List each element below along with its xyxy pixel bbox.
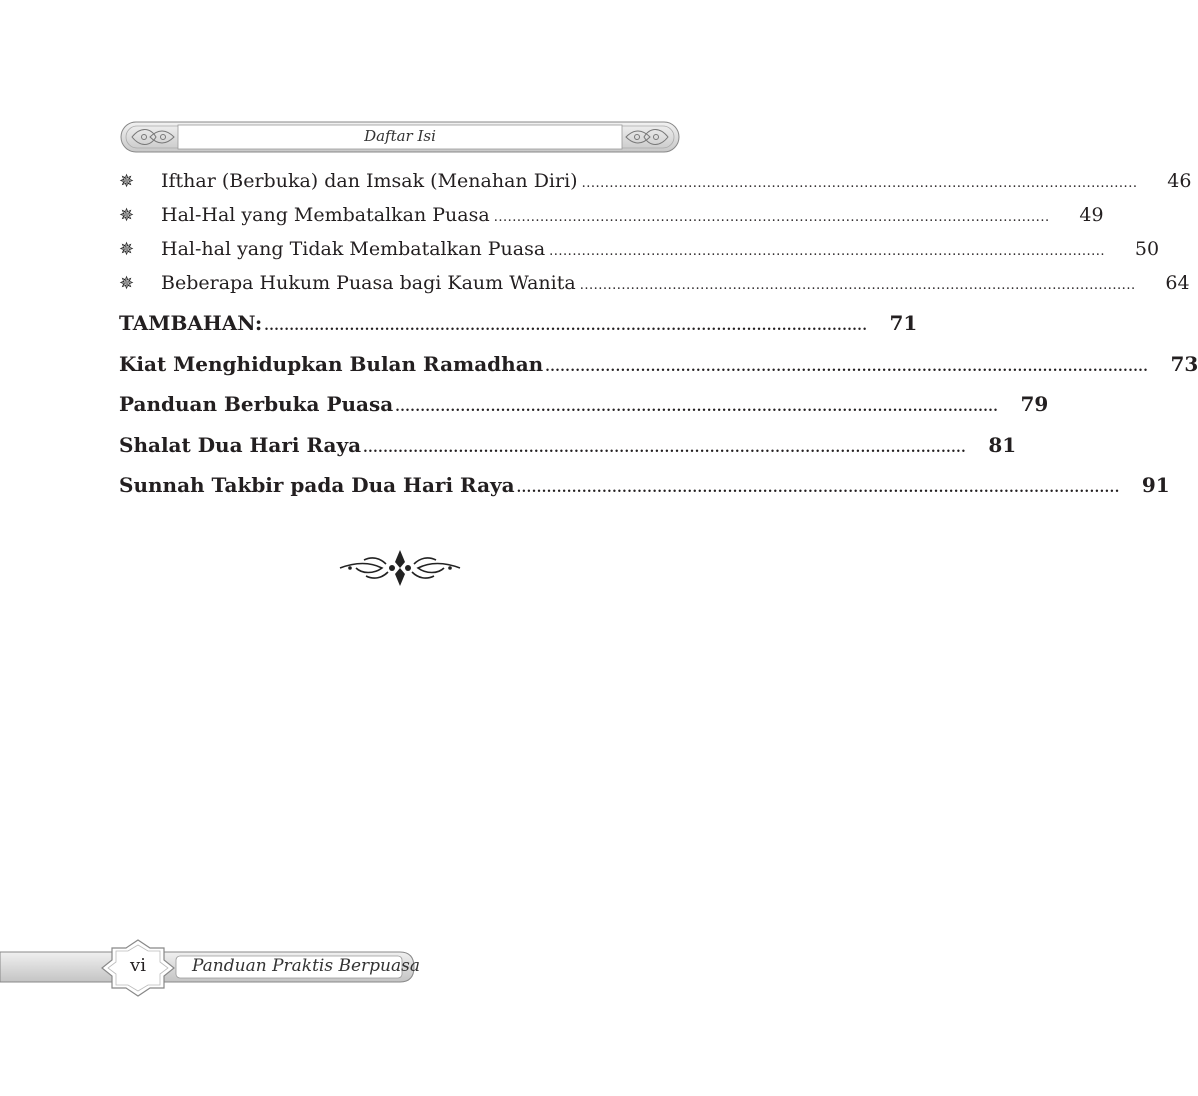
toc-entry-title: Sunnah Takbir pada Dua Hari Raya: [119, 473, 515, 497]
running-header: [120, 121, 680, 153]
toc-page-number: 91: [1141, 473, 1170, 497]
toc-sub-entry[interactable]: [119, 204, 1104, 238]
toc-entry-title: Kiat Menghidupkan Bulan Ramadhan: [119, 351, 544, 376]
page-number: vi: [130, 955, 146, 976]
toc-sub-entry[interactable]: [119, 170, 1192, 204]
running-footer: [0, 938, 420, 998]
toc-main-entry[interactable]: [119, 392, 1049, 433]
toc-sub-entry[interactable]: [119, 238, 1160, 272]
leader-dots: ........................................................................................................................: [516, 481, 1120, 496]
toc-entry-title: Ifthar (Berbuka) dan Imsak (Menahan Diri): [161, 170, 578, 192]
leader-dots: ........................................................................................................................: [581, 176, 1138, 191]
toc-subsection-list: [119, 170, 1192, 306]
toc-entry-title: Panduan Berbuka Puasa: [119, 392, 394, 416]
leader-dots: ........................................................................................................................: [549, 244, 1106, 259]
toc-entry-title: Hal-Hal yang Membatalkan Puasa: [161, 204, 490, 226]
toc-page-number: 64: [1165, 272, 1190, 294]
toc-main-list: [119, 311, 1198, 514]
toc-page-number: 46: [1167, 170, 1192, 192]
toc-entry-title: Beberapa Hukum Puasa bagi Kaum Wanita: [161, 272, 576, 294]
toc-main-entry[interactable]: [119, 432, 1017, 474]
leader-dots: ........................................................................................................................: [395, 400, 999, 415]
toc-page-number: 71: [889, 311, 918, 335]
toc-main-entry[interactable]: [119, 473, 1170, 514]
toc-entry-title: Shalat Dua Hari Raya: [119, 432, 362, 457]
ornament-divider-icon: [336, 548, 464, 592]
toc-sub-entry[interactable]: [119, 272, 1190, 306]
toc-page-number: 73: [1170, 351, 1198, 376]
toc-main-entry[interactable]: [119, 311, 918, 352]
header-title: Daftar Isi: [364, 127, 436, 145]
leader-dots: ........................................................................................................................: [493, 210, 1050, 225]
leader-dots: ........................................................................................................................: [264, 319, 868, 334]
star-bullet-icon: ✵: [119, 239, 135, 260]
toc-page-number: 81: [988, 432, 1017, 457]
star-bullet-icon: ✵: [119, 273, 135, 294]
star-bullet-icon: ✵: [119, 171, 135, 192]
star-bullet-icon: ✵: [119, 205, 135, 226]
toc-page-number: 49: [1079, 204, 1104, 226]
leader-dots: ........................................................................................................................: [545, 359, 1149, 375]
toc-page-number: 79: [1020, 392, 1049, 416]
leader-dots: ........................................................................................................................: [579, 278, 1136, 293]
book-title: Panduan Praktis Berpuasa: [192, 956, 420, 976]
toc-entry-title: TAMBAHAN:: [119, 311, 263, 335]
leader-dots: ........................................................................................................................: [363, 440, 967, 456]
toc-main-entry[interactable]: [119, 351, 1198, 393]
toc-entry-title: Hal-hal yang Tidak Membatalkan Puasa: [161, 238, 546, 260]
toc-page-number: 50: [1134, 238, 1160, 260]
